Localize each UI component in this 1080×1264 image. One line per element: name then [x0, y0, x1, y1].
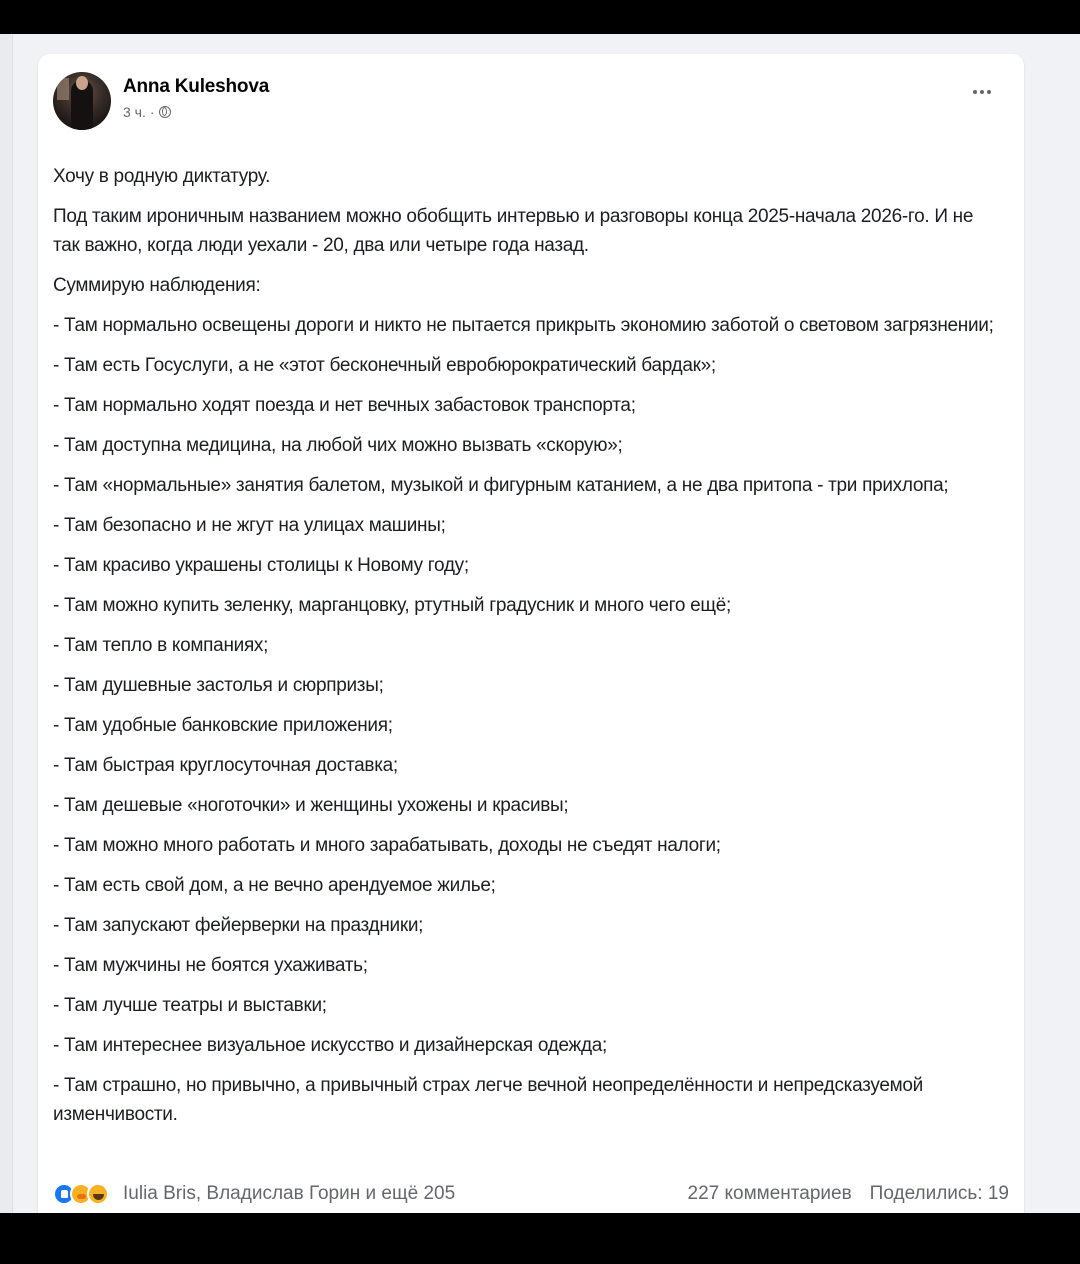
post-paragraph: Хочу в родную диктатуру. — [53, 166, 271, 187]
footer-counts — [688, 1183, 1009, 1205]
reactions-summary[interactable] — [53, 1183, 109, 1205]
post-meta — [123, 104, 171, 120]
shares-count[interactable]: Поделились: 19 — [869, 1183, 1009, 1204]
haha-icon — [87, 1183, 109, 1205]
post-list-item: - Там можно купить зеленку, марганцовку, ртутный градусник и много чего ещё; — [53, 595, 731, 616]
post-list-item: - Там страшно, но привычно, а привычный страх легче вечной неопределённости и непредсказуемой изменчивости. — [53, 1075, 923, 1125]
author-name[interactable]: Anna Kuleshova — [123, 76, 270, 97]
post-list-item: - Там есть свой дом, а не вечно арендуемое жилье; — [53, 875, 496, 896]
post-list-item: - Там быстрая круглосуточная доставка; — [53, 755, 398, 776]
post-list-item: - Там есть Госуслуги, а не «этот бесконечный евробюрократический бардак»; — [53, 355, 716, 376]
navigation-bar — [0, 1213, 1080, 1264]
avatar-head — [76, 76, 88, 90]
post-footer — [53, 1176, 1009, 1212]
feed-left-edge — [0, 34, 13, 1213]
globe-icon[interactable] — [159, 106, 171, 118]
news-feed — [0, 34, 1080, 1213]
more-dot — [987, 90, 991, 94]
meta-separator: · — [149, 104, 155, 120]
post-paragraph: Суммирую наблюдения: — [53, 275, 261, 296]
post-list-item: - Там красиво украшены столицы к Новому году; — [53, 555, 469, 576]
post-list-item: - Там интереснее визуальное искусство и дизайнерская одежда; — [53, 1035, 607, 1056]
more-icon[interactable] — [967, 82, 997, 102]
avatar-background — [57, 78, 69, 100]
status-bar — [0, 0, 1080, 34]
post-list-item: - Там можно много работать и много зарабатывать, доходы не съедят налоги; — [53, 835, 721, 856]
post-list-item: - Там доступна медицина, на любой чих можно вызвать «скорую»; — [53, 435, 623, 456]
avatar[interactable] — [53, 72, 111, 130]
more-dot — [973, 90, 977, 94]
post-text — [53, 162, 1003, 1140]
post-list-item: - Там безопасно и не жгут на улицах машины; — [53, 515, 446, 536]
post-header — [53, 72, 1009, 132]
post-list-item: - Там запускают фейерверки на праздники; — [53, 915, 424, 936]
post-list-item: - Там душевные застолья и сюрпризы; — [53, 675, 384, 696]
post-list-item: - Там лучше театры и выставки; — [53, 995, 327, 1016]
post-paragraph: Под таким ироничным названием можно обобщить интервью и разговоры конца 2025-начала 2026-го. И не так важно, когда люди уехали - 20, два или четыре года назад. — [53, 206, 974, 256]
post-list-item: - Там нормально освещены дороги и никто не пытается прикрыть экономию заботой о световом загрязнении; — [53, 315, 994, 336]
more-dot — [980, 90, 984, 94]
post-list-item: - Там мужчины не боятся ухаживать; — [53, 955, 368, 976]
comments-count[interactable]: 227 комментариев — [687, 1183, 852, 1204]
post-list-item: - Там тепло в компаниях; — [53, 635, 269, 656]
post-list-item: - Там удобные банковские приложения; — [53, 715, 393, 736]
post-card — [38, 54, 1024, 1213]
reactors-text[interactable]: Iulia Bris, Владислав Горин и ещё 205 — [123, 1183, 456, 1204]
post-list-item: - Там дешевые «ноготочки» и женщины ухожены и красивы; — [53, 795, 569, 816]
post-list-item: - Там «нормальные» занятия балетом, музыкой и фигурным катанием, а не два притопа - три прихлопа; — [53, 475, 949, 496]
post-time[interactable]: 3 ч. — [123, 104, 146, 120]
post-list-item: - Там нормально ходят поезда и нет вечных забастовок транспорта; — [53, 395, 636, 416]
